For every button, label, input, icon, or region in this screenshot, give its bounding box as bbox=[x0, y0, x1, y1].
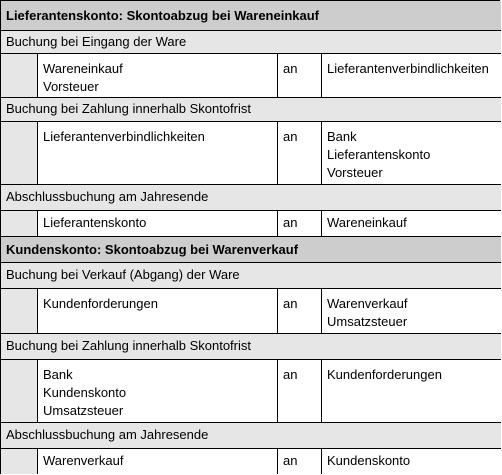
credit-account: Lieferantenverbindlichkeiten bbox=[327, 61, 489, 76]
debit-account: Bank bbox=[43, 367, 73, 382]
group-label-row bbox=[1, 31, 501, 54]
debit-account: Vorsteuer bbox=[43, 79, 99, 94]
group-label-row bbox=[1, 98, 501, 122]
credit-account: Umsatzsteuer bbox=[327, 314, 408, 329]
group-label-row bbox=[1, 263, 501, 289]
credit-cell bbox=[321, 289, 501, 333]
an-label: an bbox=[283, 453, 298, 468]
group-label: Abschlussbuchung am Jahresende bbox=[6, 427, 209, 442]
credit-cell bbox=[321, 211, 501, 236]
group-label: Buchung bei Zahlung innerhalb Skontofrist bbox=[6, 101, 251, 116]
group-label: Abschlussbuchung am Jahresende bbox=[6, 189, 209, 204]
group-label-row bbox=[1, 423, 501, 449]
group-label-row bbox=[1, 334, 501, 360]
group-label: Buchung bei Zahlung innerhalb Skontofrist bbox=[6, 338, 251, 353]
credit-cell bbox=[321, 360, 501, 422]
debit-cell bbox=[37, 122, 277, 184]
credit-account: Kundenskonto bbox=[327, 453, 411, 468]
an-cell bbox=[277, 449, 321, 474]
an-label: an bbox=[283, 296, 298, 311]
debit-cell bbox=[37, 289, 277, 333]
credit-cell bbox=[321, 54, 501, 97]
debit-account: Kundenskonto bbox=[43, 385, 127, 400]
an-label: an bbox=[283, 129, 298, 144]
credit-account: Vorsteuer bbox=[327, 165, 383, 180]
an-cell bbox=[277, 360, 321, 422]
booking-entry-row bbox=[1, 54, 501, 98]
debit-cell bbox=[37, 54, 277, 97]
booking-entry-row bbox=[1, 360, 501, 423]
debit-account: Lieferantenverbindlichkeiten bbox=[43, 129, 205, 144]
debit-account: Wareneinkauf bbox=[43, 61, 123, 76]
debit-account: Warenverkauf bbox=[43, 453, 124, 468]
booking-entry-row bbox=[1, 449, 501, 474]
section-title: Lieferantenskonto: Skontoabzug bei Wareneinkauf bbox=[6, 8, 319, 23]
section-title: Kundenskonto: Skontoabzug bei Warenverkauf bbox=[6, 242, 299, 257]
an-cell bbox=[277, 122, 321, 184]
an-cell bbox=[277, 289, 321, 333]
booking-entry-row bbox=[1, 289, 501, 334]
an-label: an bbox=[283, 61, 298, 76]
an-cell bbox=[277, 211, 321, 236]
debit-cell bbox=[37, 449, 277, 474]
booking-entry-row bbox=[1, 122, 501, 185]
debit-account: Kundenforderungen bbox=[43, 296, 158, 311]
debit-account: Lieferantenskonto bbox=[43, 215, 147, 230]
group-label-row bbox=[1, 185, 501, 211]
credit-account: Wareneinkauf bbox=[327, 215, 407, 230]
section-header-kundenskonto bbox=[1, 237, 501, 263]
debit-cell bbox=[37, 360, 277, 422]
debit-account: Umsatzsteuer bbox=[43, 403, 124, 418]
an-label: an bbox=[283, 215, 298, 230]
booking-entry-row bbox=[1, 211, 501, 237]
debit-cell bbox=[37, 211, 277, 236]
credit-cell bbox=[321, 122, 501, 184]
group-label: Buchung bei Verkauf (Abgang) der Ware bbox=[6, 267, 240, 282]
an-label: an bbox=[283, 367, 298, 382]
credit-account: Warenverkauf bbox=[327, 296, 408, 311]
credit-cell bbox=[321, 449, 501, 474]
section-header-lieferantenskonto bbox=[1, 1, 501, 31]
credit-account: Kundenforderungen bbox=[327, 367, 442, 382]
credit-account: Bank bbox=[327, 129, 357, 144]
group-label: Buchung bei Eingang der Ware bbox=[6, 34, 187, 49]
an-cell bbox=[277, 54, 321, 97]
credit-account: Lieferantenskonto bbox=[327, 147, 431, 162]
